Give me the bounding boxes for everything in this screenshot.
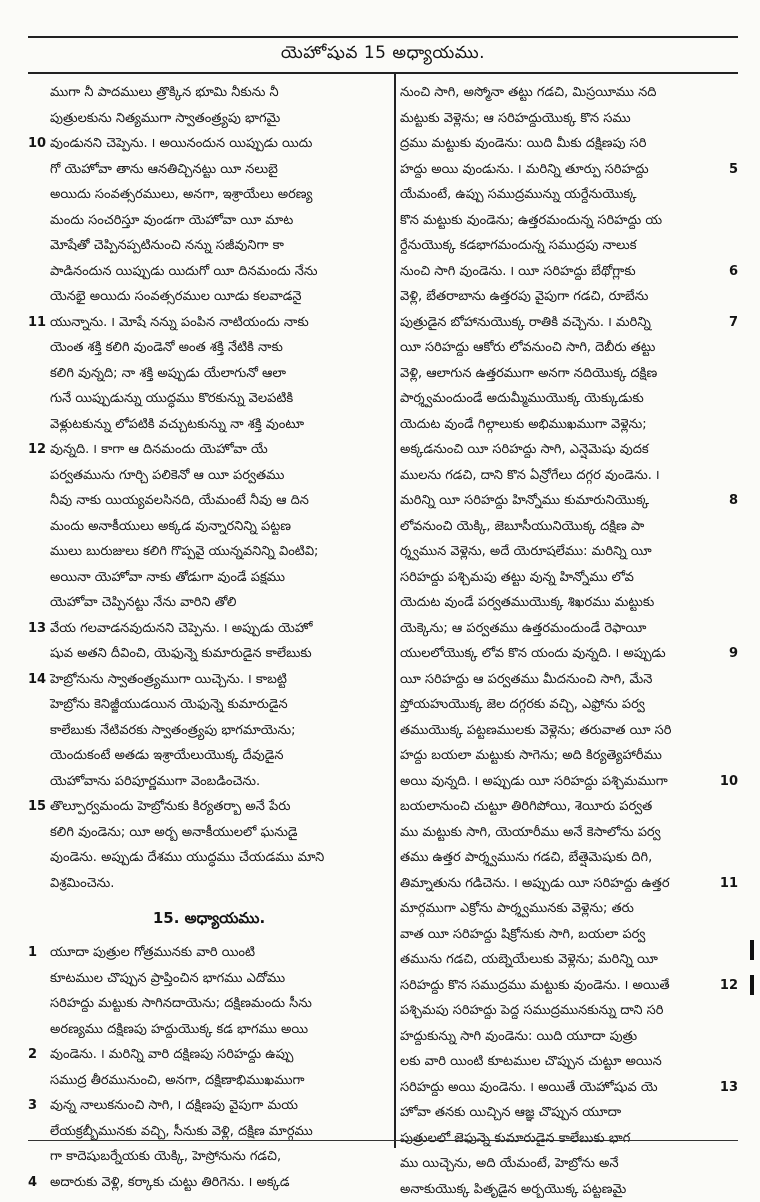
text-line (400, 335, 738, 361)
text-line (400, 131, 738, 157)
verse-number: 11 (28, 310, 46, 336)
text-line (28, 966, 390, 992)
text-line (400, 718, 738, 744)
text-line (400, 743, 738, 769)
line-text: లేయక్రబ్బీమునకు వచ్చి, సీనుకు వెళ్లి, దక్షిణ మార్గము (50, 1124, 313, 1139)
text-line (28, 820, 390, 846)
verse-number: 4 (28, 1170, 37, 1196)
text-line (400, 386, 738, 412)
verse-number: 8 (729, 488, 738, 514)
text-line (28, 310, 390, 336)
line-text: పుత్రులకును నిత్యముగా స్వాతంత్ర్యపు భాగమై (50, 111, 280, 126)
text-line (28, 1093, 390, 1119)
line-text: కూటముల చొప్పున ప్రాప్తించిన భాగము ఎదోము (50, 971, 285, 986)
line-text: ములను గడచి, దాని కొన ఏన్రోగేలు దగ్గర వుండెను. ౹ (400, 468, 660, 483)
line-text: కలిగి వున్నది; నా శక్తి అప్పుడు యేలాగునో ఆలా (50, 366, 286, 381)
text-line (28, 565, 390, 591)
verse-number: 15 (28, 794, 46, 820)
line-text: ర్దేనుయొక్క కడభాగమందున్న సముద్రపు నాలుక (400, 238, 636, 253)
line-text: సముద్ర తీరమునుంచి, అనగా, దక్షిణాభిముఖముగా (50, 1073, 304, 1088)
line-text: వెళ్లి, ఆలాగున ఉత్తరముగా అనగా నదియొక్క దక్షిణ (400, 366, 657, 381)
text-line (28, 412, 390, 438)
line-text: పశ్చిమపు సరిహద్దు పెద్ద సముద్రమునకున్ను దాని సరి (400, 1003, 663, 1018)
scan-edge-mark (750, 940, 754, 960)
text-line (28, 871, 390, 897)
text-line (400, 947, 738, 973)
line-text: వున్నది. ౹ కాగా ఆ దినమందు యెహోవా యే (50, 442, 268, 457)
verse-number: 10 (720, 769, 738, 795)
line-text: కాలేబుకు నేటివరకు స్వాతంత్ర్యపు భాగమాయెను; (50, 723, 296, 738)
line-text: కొన మట్టుకు వుండెను; ఉత్తరమందున్న సరిహద్దు య (400, 213, 662, 228)
text-line (28, 463, 390, 489)
text-line (28, 208, 390, 234)
text-line (28, 743, 390, 769)
line-text: వెళ్లి, బేతరాబాను ఉత్తరపు వైపుగా గడచి, రూబేను (400, 289, 648, 304)
line-text: నుంచి సాగి, అస్మోనా తట్టు గడచి, మిస్రయీము నది (400, 85, 656, 100)
line-text: లోవనుంచి యెక్కి, జెబూసీయునియొక్క దక్షిణ పా (400, 519, 644, 534)
text-line (400, 820, 738, 846)
text-line (28, 794, 390, 820)
verse-number: 7 (729, 310, 738, 336)
text-line (400, 1151, 738, 1177)
line-text: పుత్రుడైన బోహానుయొక్క రాతికి వచ్చెను. ౹ మరిన్ని (400, 315, 651, 330)
verse-number: 11 (720, 871, 738, 897)
text-line (400, 259, 738, 285)
line-text: అరణ్యము దక్షిణపు హద్దుయొక్క కడ భాగము అయి (50, 1022, 308, 1037)
line-text: విశ్రమించెను. (50, 876, 114, 891)
page-header (28, 36, 738, 74)
text-line (28, 1144, 390, 1170)
text-line (28, 539, 390, 565)
verse-number: 2 (28, 1042, 37, 1068)
text-line (400, 157, 738, 183)
line-text: లకు వారి యింటి కూటముల చొప్పున చుట్టూ అయిన (400, 1054, 662, 1069)
text-line (400, 1049, 738, 1075)
text-line (400, 769, 738, 795)
line-text: హద్దు అయి వుండును. ౹ మరిన్ని తూర్పు సరిహద్దు (400, 162, 649, 177)
text-line (400, 692, 738, 718)
text-line (400, 361, 738, 387)
text-line (400, 1100, 738, 1126)
text-line (400, 667, 738, 693)
line-text: అయినా యెహోవా నాకు తోడుగా వుండే పక్షము (50, 570, 285, 585)
right-column (400, 80, 738, 1202)
line-text: హద్దుకున్ను సాగి వుండెను: యిది యూదా పుత్రు (400, 1029, 637, 1044)
line-text: తిమ్నాతును గడిచెను. ౹ అప్పుడు యీ సరిహద్దు ఉత్తర (400, 876, 670, 891)
line-text: మందు అనాకీయులు అక్కడ వున్నారనిన్ని పట్టణ (50, 519, 291, 534)
text-line (400, 514, 738, 540)
text-line (28, 769, 390, 795)
line-text: యెనభై అయిదు సంవత్సరముల యీడు కలవాడనై (50, 289, 302, 304)
verse-number: 9 (729, 641, 738, 667)
line-text: సరిహద్దు కొన సముద్రము మట్టుకు వుండెను. ౹ అయితే (400, 978, 670, 993)
line-text: గో యెహోవా తాను ఆనతిచ్చినట్టు యీ నలుబై (50, 162, 278, 177)
text-line (28, 284, 390, 310)
line-text: కలిగి వుండెను; యీ అర్బ అనాకీయులలో ఘనుడై (50, 825, 297, 840)
verse-number: 3 (28, 1093, 37, 1119)
text-line (400, 998, 738, 1024)
text-line (400, 463, 738, 489)
line-text: ద్రము మట్టుకు వుండెను: యిది మీకు దక్షిణపు సరి (400, 136, 646, 151)
line-text: ము యిచ్చెను, అది యేమంటే, హెబ్రోను అనే (400, 1156, 619, 1171)
text-line (28, 616, 390, 642)
line-text: ప్తోయహుయొక్క జెల దగ్గరకు వచ్చి, ఎఫ్రోను పర్వ (400, 697, 645, 712)
line-text: సరిహద్దు అయి వుండెను. ౹ అయితే యెహోషువ యె (400, 1080, 658, 1095)
text-line (28, 940, 390, 966)
line-text: అనాకుయొక్క పితృడైన అర్బయొక్క పట్టణమై (400, 1182, 626, 1197)
text-line (28, 514, 390, 540)
text-line (400, 310, 738, 336)
line-text: అయి వున్నది. ౹ అప్పుడు యీ సరిహద్దు పశ్చిమముగా (400, 774, 668, 789)
line-text: మట్టుకు వెళ్లెను; ఆ సరిహద్దుయొక్క కొన సము (400, 111, 631, 126)
text-line (28, 692, 390, 718)
bottom-rule (28, 1140, 738, 1141)
text-line (28, 157, 390, 183)
text-line (28, 1042, 390, 1068)
page-title: యెహోషువ 15 అధ్యాయము. (281, 43, 485, 67)
line-text: బయలానుంచి చుట్టూ తిరిగిపోయి, శెయీరు పర్వత (400, 799, 652, 814)
line-text: అక్కడనుంచి యీ సరిహద్దు సాగి, ఎన్షెమెషు వుదక (400, 442, 649, 457)
chapter-heading: 15. అధ్యాయము. (28, 896, 390, 940)
line-text: హోవా తనకు యిచ్చిన ఆజ్ఞ చొప్పున యూదా (400, 1105, 621, 1120)
line-text: అదారుకు వెళ్లి, కర్కాకు చుట్టు తిరిగెను. ౹ అక్కడ (50, 1175, 290, 1190)
line-text: తము ఉత్తర పార్శ్వమును గడచి, బేత్షెమెషుకు దిగి, (400, 850, 652, 865)
line-text: గునే యిప్పుడున్ను యుద్ధము కొరకున్ను వెలపటికి (50, 391, 293, 406)
text-line (400, 539, 738, 565)
line-text: యులలోయొక్క లోవ కొన యందు వున్నది. ౹ అప్పుడు (400, 646, 666, 661)
text-line (28, 131, 390, 157)
text-line (400, 641, 738, 667)
text-line (400, 1126, 738, 1152)
line-text: యేమంటే, ఉప్పు సముద్రమున్ను యర్దేనుయొక్క (400, 187, 637, 202)
line-text: యెదుట వుండే పర్వతముయొక్క శిఖరము మట్టుకు (400, 595, 654, 610)
line-text: యీ సరిహద్దు ఆ పర్వతము మీదనుంచి సాగి, మేనె (400, 672, 652, 687)
text-line (400, 1024, 738, 1050)
verse-number: 5 (729, 157, 738, 183)
text-line (28, 233, 390, 259)
line-text: యున్నాను. ౹ మోషే నన్ను పంపిన నాటియందు నాకు (50, 315, 309, 330)
text-line (28, 991, 390, 1017)
verse-number: 14 (28, 667, 46, 693)
line-text: యెహోవాను పరిపూర్ణముగా వెంబడించెను. (50, 774, 260, 789)
line-text: యూదా పుత్రుల గోత్రమునకు వారి యింటి (50, 945, 255, 960)
text-line (400, 437, 738, 463)
line-text: పుత్రులలో జెఫున్నె కుమారుడైన కాలేబుకు భాగ (400, 1131, 630, 1146)
line-text: సరిహద్దు మట్టుకు సాగినదాయెను; దక్షిణమందు సీను (50, 996, 312, 1011)
text-line (400, 871, 738, 897)
text-line (400, 616, 738, 642)
text-line (28, 590, 390, 616)
text-line (28, 361, 390, 387)
line-text: హెబ్రోనును స్వాతంత్ర్యముగా యిచ్చెను. ౹ కాబట్టి (50, 672, 287, 687)
text-line (28, 488, 390, 514)
text-line (400, 284, 738, 310)
text-line (28, 80, 390, 106)
line-text: నీవు నాకు యియ్యవలసినది, యేమంటే నీవు ఆ దిన (50, 493, 309, 508)
line-text: అయిదు సంవత్సరములు, అనగా, ఇశ్రాయేలు అరణ్య (50, 187, 313, 202)
line-text: వేయ గలవాడనవుదునని చెప్పెను. ౹ అప్పుడు యెహో (50, 621, 313, 636)
verse-number: 6 (729, 259, 738, 285)
line-text: వుండెను. అప్పుడు దేశము యుద్ధము చేయడము మాని (50, 850, 324, 865)
text-line (28, 335, 390, 361)
line-text: యెహోవా చెప్పినట్టు నేను వారిని తోలి (50, 595, 236, 610)
line-text: గా కాదెషుబర్నేయకు యెక్కి, హెస్రోనును గడచి, (50, 1149, 281, 1164)
text-line (400, 488, 738, 514)
line-text: మోషేతో చెప్పినప్పటినుంచి నన్ను సజీవునిగా కా (50, 238, 284, 253)
text-line (28, 1068, 390, 1094)
verse-number: 10 (28, 131, 46, 157)
text-line (400, 1177, 738, 1202)
verse-number: 13 (28, 616, 46, 642)
text-line (28, 182, 390, 208)
text-line (400, 106, 738, 132)
text-line (400, 208, 738, 234)
text-line (400, 794, 738, 820)
scan-edge-mark (750, 975, 754, 995)
text-line (28, 259, 390, 285)
line-text: మార్గముగా ఎక్రోను పార్శ్వమునకు వెళ్లెను; తరు (400, 901, 634, 916)
line-text: పార్శ్వమందుండే అదుమ్మీముయొక్క యెక్కుడుకు (400, 391, 644, 406)
text-line (400, 590, 738, 616)
line-text: వెళ్లుటకున్ను లోపటికి వచ్చుటకున్ను నా శక్తి వుంటూ (50, 417, 304, 432)
line-text: హెబ్రోను కెనిజ్జీయుడయిన యెఫున్నె కుమారుడైన (50, 697, 288, 712)
verse-number: 1 (28, 940, 37, 966)
line-text: తమును గడచి, యబ్నెయేలుకు వెళ్లెను; మరిన్ని యీ (400, 952, 658, 967)
text-line (28, 1017, 390, 1043)
line-text: సరిహద్దు పశ్చిమపు తట్టు వున్న హిన్నోము లోవ (400, 570, 634, 585)
text-line (400, 1075, 738, 1101)
text-line (400, 896, 738, 922)
line-text: వున్న నాలుకనుంచి సాగి, ౹ దక్షిణపు వైపుగా మయ (50, 1098, 298, 1113)
line-text: వుండెను. ౹ మరిన్ని వారి దక్షిణపు సరిహద్దు ఉప్పు (50, 1047, 293, 1062)
line-text: తముయొక్క పట్టణములకు వెళ్లెను; తరువాత యీ సరి (400, 723, 672, 738)
verse-number: 13 (720, 1075, 738, 1101)
line-text: నుంచి సాగి వుండెను. ౹ యీ సరిహద్దు బేథోగ్లాకు (400, 264, 636, 279)
text-line (28, 386, 390, 412)
line-text: వుండునని చెప్పెను. ౹ అయినందున యిప్పుడు యిదు (50, 136, 312, 151)
text-line (28, 667, 390, 693)
text-line (28, 718, 390, 744)
text-line (28, 641, 390, 667)
text-line (400, 845, 738, 871)
text-line (28, 1170, 390, 1196)
left-column (28, 80, 390, 1195)
text-line (400, 565, 738, 591)
line-text: పాడినందున యిప్పుడు యిదుగో యీ దినమందు నేను (50, 264, 318, 279)
column-divider (394, 72, 396, 1148)
text-line (400, 233, 738, 259)
line-text: ముగా నీ పాదములు త్రొక్కిన భూమి నీకును నీ (50, 85, 279, 100)
text-line (28, 106, 390, 132)
line-text: యెదుట వుండే గిల్గాలుకు అభిముఖముగా వెళ్లెను; (400, 417, 647, 432)
text-line (400, 922, 738, 948)
line-text: మందు సంచరిస్తూ వుండగా యెహోవా యీ మాట (50, 213, 293, 228)
verse-number: 12 (28, 437, 46, 463)
text-line (400, 412, 738, 438)
line-text: యెందుకంటే అతడు ఇశ్రాయేలుయొక్క దేవుడైన (50, 748, 283, 763)
line-text: తొల్పూర్వమందు హెబ్రోనుకు కిర్యతర్బా అనే పేరు (50, 799, 290, 814)
text-line (400, 973, 738, 999)
line-text: ములు బురుజులు కలిగి గొప్పవై యున్నవనిన్ని వింటివి; (50, 544, 318, 559)
text-line (400, 182, 738, 208)
scripture-page (28, 36, 738, 1132)
line-text: ము మట్టుకు సాగి, యెయారీము అనే కెసాలోను పర్వ (400, 825, 661, 840)
text-line (28, 845, 390, 871)
text-line (400, 80, 738, 106)
text-line (28, 437, 390, 463)
line-text: ర్శ్వమున వెళ్లెను, అదే యెరూషలేము: మరిన్ని యీ (400, 544, 652, 559)
verse-number: 12 (720, 973, 738, 999)
line-text: వాత యీ సరిహద్దు షిక్రోనుకు సాగి, బయలా పర్వ (400, 927, 645, 942)
line-text: యీ సరిహద్దు ఆకోరు లోవనుంచి సాగి, దెబీరు తట్టు (400, 340, 655, 355)
line-text: మరిన్ని యీ సరిహద్దు హిన్నోము కుమారునియొక్క (400, 493, 649, 508)
line-text: యెక్కెను; ఆ పర్వతము ఉత్తరమందుండే రెఫాయీ (400, 621, 646, 636)
line-text: షువ అతని దీవించి, యెఫున్నె కుమారుడైన కాలేబుకు (50, 646, 312, 661)
line-text: పర్వతమును గూర్చి పలికెనో ఆ యీ పర్వతము (50, 468, 284, 483)
line-text: యెంత శక్తి కలిగి వుండెనో అంత శక్తి నేటికి నాకు (50, 340, 283, 355)
line-text: హద్దు బయలా మట్టుకు సాగెను; అది కిర్యత్యెహారీము (400, 748, 662, 763)
